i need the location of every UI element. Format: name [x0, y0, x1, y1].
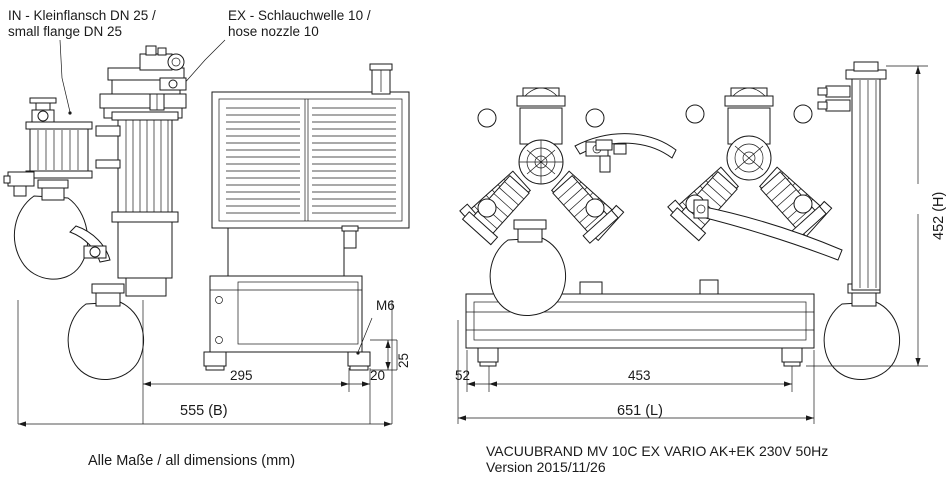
- product-designation: VACUUBRAND MV 10C EX VARIO AK+EK 230V 50Hz: [486, 443, 829, 459]
- dim-m6: M6: [376, 298, 395, 313]
- right-view-pump-assembly: [460, 62, 900, 379]
- callout-inlet-line2: small flange DN 25: [8, 24, 123, 39]
- dim-555-b: 555 (B): [180, 403, 228, 419]
- dim-651-l: 651 (L): [617, 403, 663, 419]
- callout-exhaust-line1: EX - Schlauchwelle 10 /: [228, 8, 371, 23]
- callout-inlet-line1: IN - Kleinflansch DN 25 /: [8, 8, 156, 23]
- dim-52: 52: [455, 368, 471, 383]
- product-version: Version 2015/11/26: [486, 459, 606, 475]
- dimensions-note: Alle Maße / all dimensions (mm): [88, 453, 296, 469]
- dim-452-h: 452 (H): [931, 191, 947, 240]
- dim-295: 295: [230, 368, 253, 383]
- dim-25: 25: [396, 352, 411, 368]
- left-view-pump-assembly: [4, 40, 409, 379]
- dim-453: 453: [628, 368, 651, 383]
- callout-exhaust-line2: hose nozzle 10: [228, 24, 319, 39]
- dim-20: 20: [370, 368, 386, 383]
